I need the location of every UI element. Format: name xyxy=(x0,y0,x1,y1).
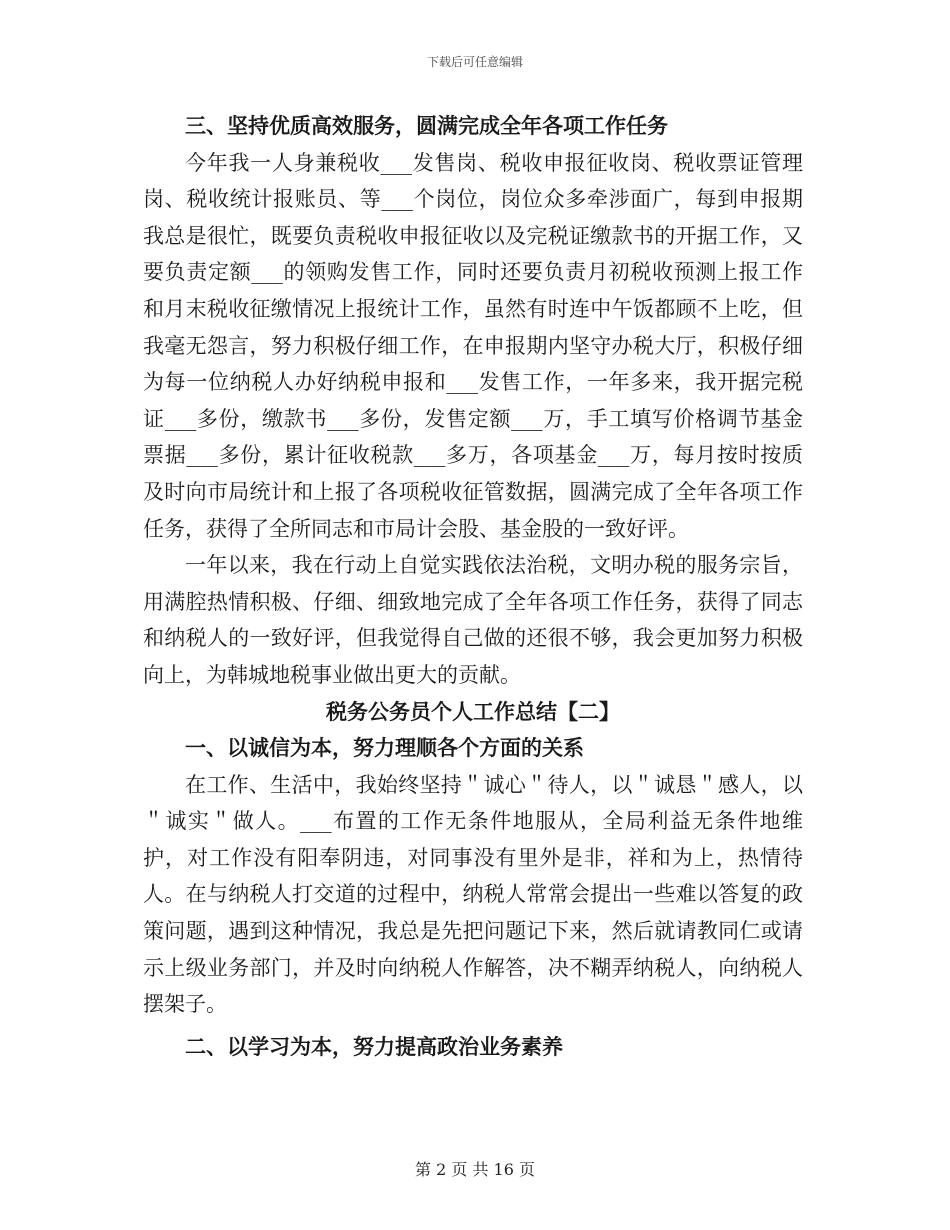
page-number: 第 2 页 共 16 页 xyxy=(415,1160,535,1179)
header-note: 下载后可任意编辑 xyxy=(426,55,523,69)
section-three-heading: 三、坚持优质高效服务，圆满完成全年各项工作任务 xyxy=(185,113,668,138)
section-one-paragraph-1: 在工作、生活中，我始终坚持＂诚心＂待人，以＂诚恳＂感人，以＂诚实＂做人。___布置的工作无条件地服从，全局利益无条件地维护，对工作没有阳奉阴违，对同事没有里外是非，祥和为上，热情待人。在与纳税人打交道的过程中，纳税人常常会提出一些难以答复的政策问题，遇到这种情况，我总是先把问题记下来，然后就请教同仁或请示上级业务部门，并及时向纳税人作解答，决不糊弄纳税人，向纳税人摆架子。 xyxy=(143,772,803,1017)
document-body xyxy=(143,108,803,1065)
section-one-heading: 一、以诚信为本，努力理顺各个方面的关系 xyxy=(185,735,584,761)
section-three-paragraph-1: 今年我一人身兼税收___发售岗、税收申报征收岗、税收票证管理岗、税收统计报账员、等___个岗位，岗位众多牵涉面广，每到申报期我总是很忙，既要负责税收申报征收以及完税证缴款书的开据工作，又要负责定额___的领购发售工作，同时还要负责月初税收预测上报工作和月末税收征缴情况上报统计工作，虽然有时连中午饭都顾不上吃，但我毫无怨言，努力积极仔细工作，在申报期内坚守办税大厅，积极仔细为每一位纳税人办好纳税申报和___发售工作，一年多来，我开据完税证___多份，缴款书___多份，发售定额___万，手工填写价格调节基金票据___多份，累计征收税款___多万，各项基金___万，每月按时按质及时向市局统计和上报了各项税收征管数据，圆满完成了全年各项工作任务，获得了全所同志和市局计会股、基金股的一致好评。 xyxy=(143,150,803,541)
section-two-heading: 二、以学习为本，努力提高政治业务素养 xyxy=(185,1033,563,1059)
section-three-paragraph-2: 一年以来，我在行动上自觉实践依法治税，文明办税的服务宗旨，用满腔热情积极、仔细、细致地完成了全年各项工作任务，获得了同志和纳税人的一致好评，但我觉得自己做的还很不够，我会更加努力积极向上，为韩城地税事业做出更大的贡献。 xyxy=(143,553,803,687)
document-title: 税务公务员个人工作总结【二】 xyxy=(326,698,620,724)
